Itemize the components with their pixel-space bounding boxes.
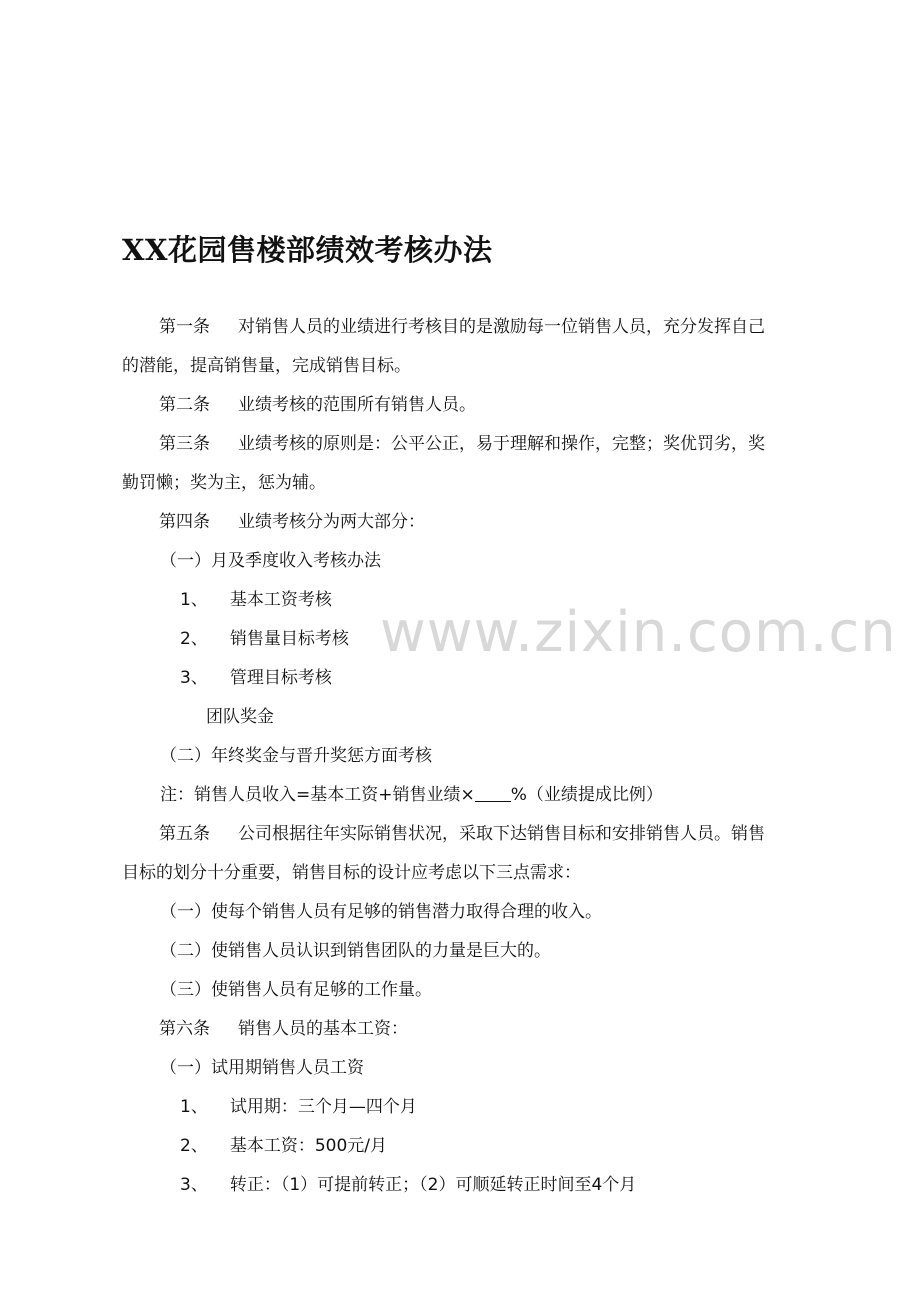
- list-item: [180, 1174, 636, 1196]
- article-3-text-1: 业绩考核的原则是：公平公正，易于理解和操作，完整；奖优罚劣，奖: [238, 434, 765, 454]
- article-5-text-1: 公司根据往年实际销售状况，采取下达销售目标和安排销售人员。销售: [238, 824, 765, 844]
- article-4-text: 业绩考核分为两大部分：: [238, 512, 425, 532]
- watermark: www.zixin.com.cn: [380, 600, 897, 665]
- article-1-text-1: 对销售人员的业绩进行考核目的是激励每一位销售人员，充分发挥自己: [238, 317, 765, 337]
- article-4-section-2: （二）年终奖金与晋升奖惩方面考核: [160, 746, 432, 766]
- list-item: [180, 628, 349, 650]
- income-note-suffix: %（业绩提成比例）: [510, 785, 663, 805]
- article-6: [159, 1018, 408, 1040]
- list-item-number: 3、: [180, 1175, 208, 1195]
- article-1-label: 第一条: [159, 317, 210, 337]
- list-item: [180, 667, 332, 689]
- article-4-section-1: （一）月及季度收入考核办法: [160, 551, 381, 571]
- team-bonus: 团队奖金: [206, 707, 274, 727]
- income-note: [160, 784, 663, 806]
- article-6-section-1: （一）试用期销售人员工资: [160, 1058, 364, 1078]
- article-5-line-2: 目标的划分十分重要，销售目标的设计应考虑以下三点需求：: [122, 863, 581, 883]
- list-item-number: 1、: [180, 1097, 208, 1117]
- list-item-number: 1、: [180, 590, 208, 610]
- article-1-line-2: 的潜能，提高销售量，完成销售目标。: [122, 356, 411, 376]
- article-5-label: 第五条: [159, 824, 210, 844]
- document-title: XX花园售楼部绩效考核办法: [122, 233, 493, 267]
- article-3-line-1: [159, 433, 765, 455]
- list-item-number: 2、: [180, 629, 208, 649]
- list-item-text: 转正：（1）可提前转正；（2）可顺延转正时间至4个月: [229, 1175, 637, 1195]
- list-item: [180, 1096, 417, 1118]
- list-item: [180, 589, 332, 611]
- list-item-number: 2、: [180, 1136, 208, 1156]
- list-item-text: 试用期：三个月—四个月: [229, 1097, 417, 1117]
- list-item-text: 基本工资：500元/月: [229, 1136, 388, 1156]
- list-item-text: 管理目标考核: [229, 668, 332, 688]
- list-item: [180, 1135, 387, 1157]
- article-5-point: （一）使每个销售人员有足够的销售潜力取得合理的收入。: [160, 902, 602, 922]
- article-2: [159, 394, 476, 416]
- article-4: [159, 511, 425, 533]
- article-3-label: 第三条: [159, 434, 210, 454]
- article-3-line-2: 勤罚懒；奖为主，惩为辅。: [122, 473, 326, 493]
- article-5-point: （二）使销售人员认识到销售团队的力量是巨大的。: [160, 941, 551, 961]
- article-2-label: 第二条: [159, 395, 210, 415]
- income-note-formula: 注：销售人员收入=基本工资+销售业绩×: [160, 785, 475, 805]
- article-5-line-1: [159, 823, 765, 845]
- list-item-text: 销售量目标考核: [229, 629, 349, 649]
- article-6-label: 第六条: [159, 1019, 210, 1039]
- article-1-line-1: [159, 316, 765, 338]
- article-4-label: 第四条: [159, 512, 210, 532]
- article-2-text: 业绩考核的范围所有销售人员。: [238, 395, 476, 415]
- article-6-text: 销售人员的基本工资：: [238, 1019, 408, 1039]
- fill-in-blank: [475, 785, 511, 802]
- list-item-text: 基本工资考核: [229, 590, 332, 610]
- article-5-point: （三）使销售人员有足够的工作量。: [160, 980, 432, 1000]
- list-item-number: 3、: [180, 668, 208, 688]
